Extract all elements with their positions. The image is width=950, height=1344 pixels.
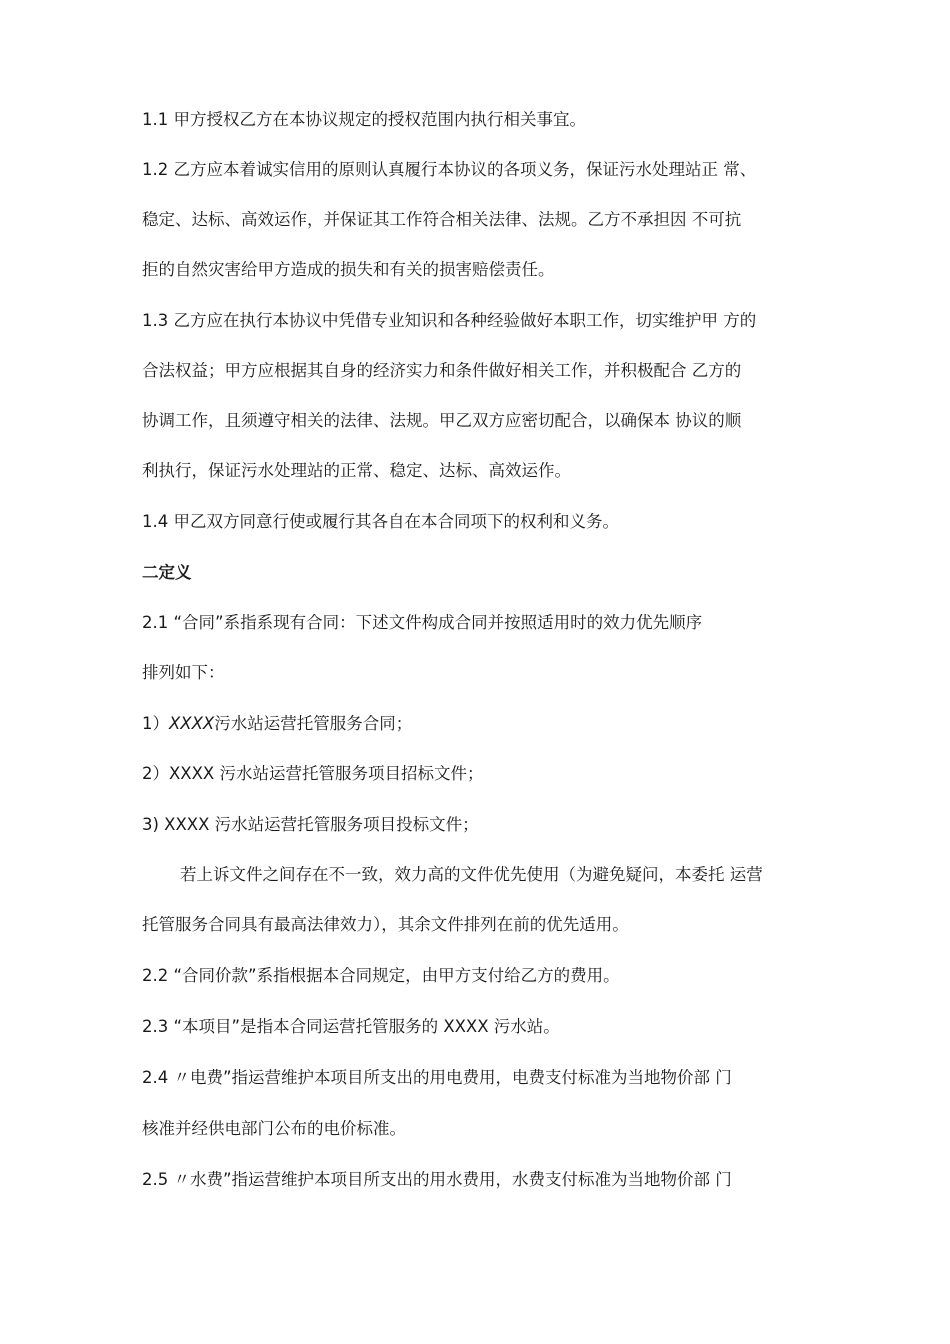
section-heading-definitions: 二定义	[142, 563, 192, 582]
list-item-1-placeholder: XXXX	[169, 714, 215, 733]
clause-2-4-line-1: 2.4 〃电费”指运营维护本项目所支出的用电费用，电费支付标准为当地物价部 门	[142, 1068, 732, 1087]
list-item-1-number: 1）	[142, 714, 169, 733]
list-item-2: 2）XXXX 污水站运营托管服务项目招标文件；	[142, 764, 484, 783]
clause-1-3-line-1: 1.3 乙方应在执行本协议中凭借专业知识和各种经验做好本职工作，切实维护甲 方的	[142, 311, 757, 330]
precedence-note-line-2: 托管服务合同具有最高法律效力），其余文件排列在前的优先适用。	[142, 915, 629, 934]
clause-1-4: 1.4 甲乙双方同意行使或履行其各自在本合同项下的权利和义务。	[142, 512, 619, 531]
clause-1-3-line-3: 协调工作，且须遵守相关的法律、法规。甲乙双方应密切配合，以确保本 协议的顺	[142, 411, 742, 430]
clause-1-2-line-3: 拒的自然灾害给甲方造成的损失和有关的损害赔偿责任。	[142, 260, 555, 279]
list-item-3: 3) XXXX 污水站运营托管服务项目投标文件；	[142, 815, 479, 834]
clause-2-2: 2.2 “合同价款”系指根据本合同规定，由甲方支付给乙方的费用。	[142, 966, 620, 985]
clause-2-1-line-2: 排列如下：	[142, 663, 225, 682]
clause-1-3-line-4: 利执行，保证污水处理站的正常、稳定、达标、高效运作。	[142, 461, 571, 480]
list-item-1-text: 污水站运营托管服务合同；	[214, 714, 413, 733]
clause-2-1-line-1: 2.1 “合同”系指系现有合同：下述文件构成合同并按照适用时的效力优先顺序	[142, 613, 703, 632]
clause-2-5-line-1: 2.5 〃水费”指运营维护本项目所支出的用水费用，水费支付标准为当地物价部 门	[142, 1170, 732, 1189]
precedence-note-line-1: 若上诉文件之间存在不一致，效力高的文件优先使用（为避免疑问，本委托 运营	[180, 865, 763, 884]
clause-1-1: 1.1 甲方授权乙方在本协议规定的授权范围内执行相关事宜。	[142, 110, 586, 129]
clause-2-3: 2.3 “本项目”是指本合同运营托管服务的 XXXX 污水站。	[142, 1017, 560, 1036]
list-item-1	[142, 713, 412, 735]
clause-1-2-line-2: 稳定、达标、高效运作，并保证其工作符合相关法律、法规。乙方不承担因 不可抗	[142, 210, 742, 229]
clause-1-3-line-2: 合法权益；甲方应根据其自身的经济实力和条件做好相关工作，并积极配合 乙方的	[142, 361, 742, 380]
clause-2-4-line-2: 核准并经供电部门公布的电价标准。	[142, 1119, 406, 1138]
clause-1-2-line-1: 1.2 乙方应本着诚实信用的原则认真履行本协议的各项义务，保证污水处理站正 常、	[142, 160, 757, 179]
